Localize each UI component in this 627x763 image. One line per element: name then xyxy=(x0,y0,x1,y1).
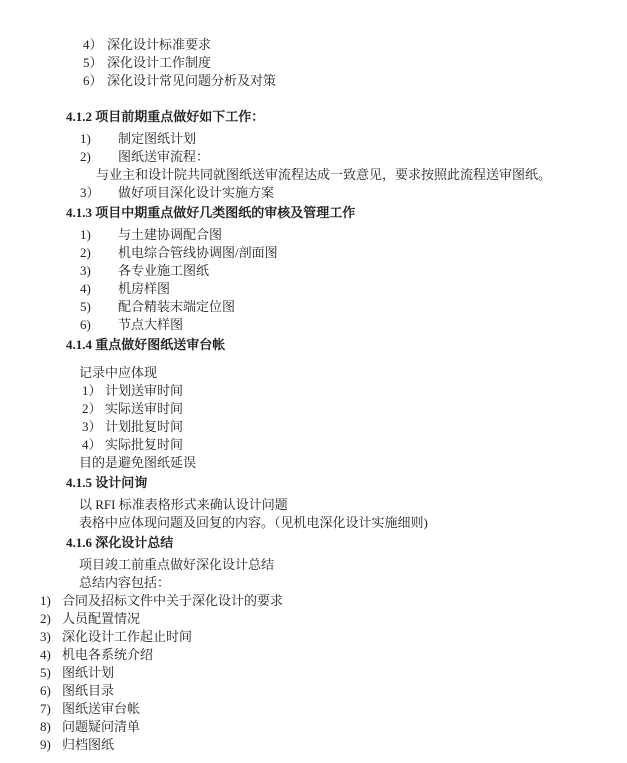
list-item xyxy=(0,262,627,280)
item-number: 8) xyxy=(40,719,51,734)
intro-list-item xyxy=(0,36,627,54)
list-item xyxy=(0,610,627,628)
table-content-paragraph: 表格中应体现问题及回复的内容。（见机电深化设计实施细则) xyxy=(79,515,428,530)
item-number: 2) xyxy=(40,611,51,626)
item-number: 6） xyxy=(83,73,103,88)
item-text: 问题疑问清单 xyxy=(62,719,141,734)
item-number: 4） xyxy=(82,437,102,452)
list-item xyxy=(0,316,627,334)
item-text: 机电各系统介绍 xyxy=(62,647,154,662)
intro-list-item xyxy=(0,54,627,72)
list-item xyxy=(0,628,627,646)
item-number: 1) xyxy=(40,593,51,608)
item-number: 6) xyxy=(80,317,91,332)
section-heading-4-1-2: 4.1.2 项目前期重点做好如下工作： xyxy=(66,109,265,124)
list-item xyxy=(0,436,627,454)
item-text: 机电综合管线协调图/剖面图 xyxy=(118,245,278,260)
list-item xyxy=(0,280,627,298)
intro-list-item xyxy=(0,72,627,90)
item-number: 1) xyxy=(80,227,91,242)
section-heading-4-1-4: 4.1.4 重点做好图纸送审台帐 xyxy=(66,337,226,352)
item-number: 2） xyxy=(82,401,102,416)
list-item xyxy=(0,382,627,400)
item-text: 深化设计工作制度 xyxy=(107,55,212,70)
item-number: 2) xyxy=(80,149,91,164)
item-number: 3） xyxy=(82,419,102,434)
item-number: 3) xyxy=(40,629,51,644)
item-text: 图纸送审流程： xyxy=(118,149,210,164)
item-text: 深化设计标准要求 xyxy=(107,37,212,52)
item-number: 1) xyxy=(80,131,91,146)
item-text: 实际批复时间 xyxy=(105,437,184,452)
item-number: 9) xyxy=(40,737,51,752)
item-number: 6) xyxy=(40,683,51,698)
list-item xyxy=(0,718,627,736)
lead-paragraph: 记录中应体现 xyxy=(79,365,158,380)
item-text: 实际送审时间 xyxy=(105,401,184,416)
item-text: 图纸目录 xyxy=(62,683,115,698)
item-number: 5） xyxy=(83,55,103,70)
list-item xyxy=(0,244,627,262)
item-text: 制定图纸计划 xyxy=(118,131,197,146)
item-text: 节点大样图 xyxy=(118,317,184,332)
item-text: 归档图纸 xyxy=(62,737,115,752)
item-text: 图纸送审台帐 xyxy=(62,701,141,716)
item-number: 3） xyxy=(80,185,100,200)
summary-lead-paragraph: 项目竣工前重点做好深化设计总结 xyxy=(79,557,275,572)
list-item xyxy=(0,736,627,754)
section-heading-4-1-3: 4.1.3 项目中期重点做好几类图纸的审核及管理工作 xyxy=(66,205,356,220)
item-number: 1） xyxy=(82,383,102,398)
purpose-paragraph: 目的是避免图纸延误 xyxy=(79,455,197,470)
item-text: 合同及招标文件中关于深化设计的要求 xyxy=(62,593,284,608)
item-text: 图纸计划 xyxy=(62,665,115,680)
item-number: 2) xyxy=(80,245,91,260)
item-text: 与土建协调配合图 xyxy=(118,227,223,242)
summary-list-intro-paragraph: 总结内容包括： xyxy=(79,575,171,590)
list-item xyxy=(0,682,627,700)
item-text: 计划批复时间 xyxy=(105,419,184,434)
item-number: 4) xyxy=(80,281,91,296)
list-item xyxy=(0,130,627,148)
continuation-paragraph: 与业主和设计院共同就图纸送审流程达成一致意见，要求按照此流程送审图纸。 xyxy=(96,167,552,182)
rfi-paragraph: 以 RFI 标准表格形式来确认设计问题 xyxy=(79,497,288,512)
item-text: 人员配置情况 xyxy=(62,611,141,626)
item-number: 7) xyxy=(40,701,51,716)
item-text: 各专业施工图纸 xyxy=(118,263,210,278)
list-item xyxy=(0,184,627,202)
list-item xyxy=(0,418,627,436)
item-text: 配合精装末端定位图 xyxy=(118,299,236,314)
item-text: 机房样图 xyxy=(118,281,171,296)
item-text: 深化设计常见问题分析及对策 xyxy=(107,73,277,88)
item-number: 4） xyxy=(83,37,103,52)
list-item xyxy=(0,226,627,244)
item-number: 5) xyxy=(80,299,91,314)
list-item xyxy=(0,148,627,166)
section-heading-4-1-6: 4.1.6 深化设计总结 xyxy=(66,535,174,550)
section-heading-4-1-5: 4.1.5 设计问询 xyxy=(66,475,148,490)
item-text: 计划送审时间 xyxy=(105,383,184,398)
list-item xyxy=(0,664,627,682)
item-text: 做好项目深化设计实施方案 xyxy=(118,185,275,200)
list-item xyxy=(0,298,627,316)
list-item xyxy=(0,592,627,610)
item-text: 深化设计工作起止时间 xyxy=(62,629,193,644)
item-number: 4) xyxy=(40,647,51,662)
item-number: 3) xyxy=(80,263,91,278)
item-number: 5) xyxy=(40,665,51,680)
blank-spacer xyxy=(0,90,627,106)
list-item xyxy=(0,700,627,718)
list-item xyxy=(0,646,627,664)
list-item xyxy=(0,400,627,418)
